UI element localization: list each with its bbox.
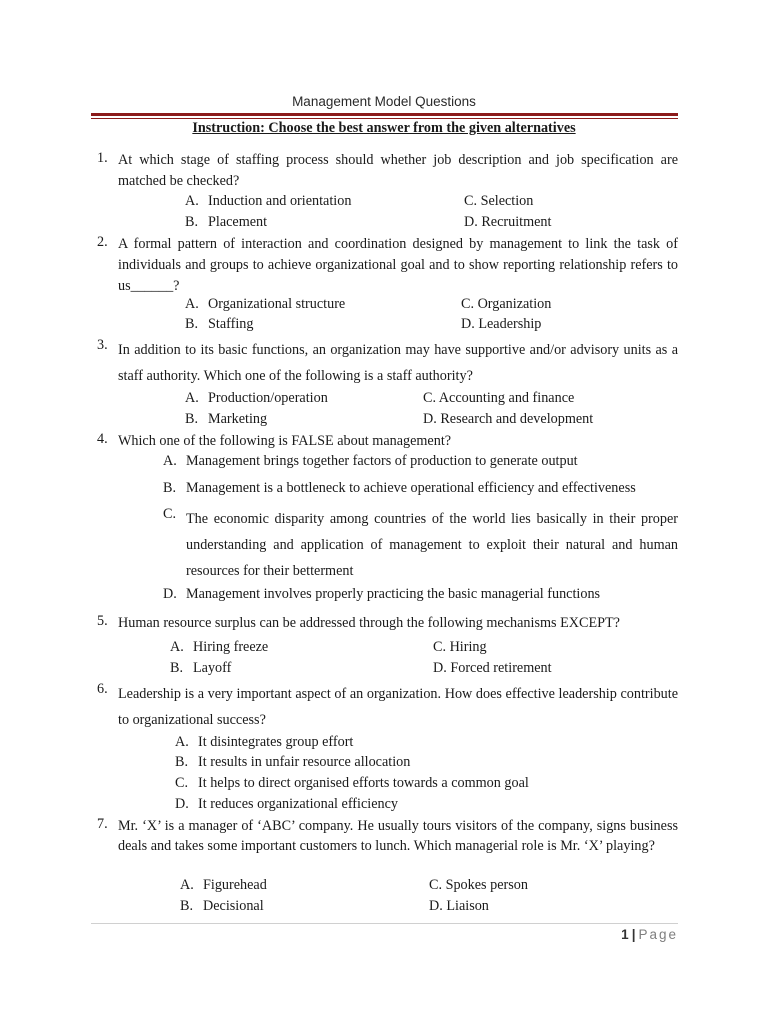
option-letter: B. <box>175 754 189 770</box>
option-6a <box>175 734 353 751</box>
option-letter: D. <box>163 586 177 602</box>
option-letter: A. <box>175 734 189 750</box>
question-7 <box>97 816 678 878</box>
page-number: 1 <box>621 927 629 942</box>
option-text: Management is a bottleneck to achieve operational efficiency and effectiveness <box>186 480 636 496</box>
option-4a <box>163 453 578 470</box>
option-1b <box>185 214 267 231</box>
option-text: Placement <box>208 214 268 230</box>
option-letter: A. <box>185 193 199 209</box>
page-footer <box>621 927 678 942</box>
option-text: Hiring freeze <box>193 639 269 655</box>
option-letter: C. <box>163 506 177 522</box>
option-letter: A. <box>180 877 194 893</box>
option-3b <box>185 411 267 428</box>
option-text: Decisional <box>203 898 264 914</box>
option-6c <box>175 775 529 792</box>
option-letter: C. <box>175 775 189 791</box>
option-4c <box>163 506 678 586</box>
option-1d <box>464 214 551 231</box>
option-text: Layoff <box>193 660 232 676</box>
option-letter: C. <box>429 877 443 893</box>
question-number: 4. <box>97 431 108 447</box>
option-text: Figurehead <box>203 877 267 893</box>
option-letter: B. <box>180 898 194 914</box>
option-letter: B. <box>163 480 177 496</box>
option-text: Leadership <box>478 316 542 332</box>
option-letter: D. <box>461 316 475 332</box>
question-text: Which one of the following is FALSE about management? <box>118 433 452 449</box>
option-text: Accounting and finance <box>438 390 575 406</box>
footer-separator: | <box>631 927 636 942</box>
option-letter: A. <box>185 390 199 406</box>
option-text: It reduces organizational efficiency <box>198 796 398 812</box>
option-1a <box>185 193 351 210</box>
option-2c <box>461 296 551 313</box>
question-text: In addition to its basic functions, an organization may have supportive and/or advisory units as a staff authority. Which one of the following is a staff authority? <box>118 342 678 384</box>
question-text: Mr. ‘X’ is a manager of ‘ABC’ company. He usually tours visitors of the company, signs business deals and takes some important customers to lunch. Which managerial role is Mr. ‘X’ playing? <box>118 818 678 854</box>
option-2d <box>461 316 541 333</box>
question-number: 2. <box>97 234 108 250</box>
question-text: A formal pattern of interaction and coordination designed by management to link the task of individuals and groups to achieve organizational goal and to show reporting relationship refers to us______? <box>118 236 678 294</box>
option-3d <box>423 411 593 428</box>
option-text: Marketing <box>208 411 268 427</box>
option-letter: A. <box>170 639 184 655</box>
option-text: Induction and orientation <box>208 193 352 209</box>
option-3c <box>423 390 574 407</box>
option-letter: D. <box>423 411 437 427</box>
option-letter: B. <box>170 660 184 676</box>
option-2a <box>185 296 345 313</box>
option-7d <box>429 898 489 915</box>
question-5 <box>97 613 678 635</box>
option-letter: C. <box>433 639 447 655</box>
option-text: Research and development <box>440 411 594 427</box>
question-number: 7. <box>97 816 108 832</box>
question-4 <box>97 431 678 453</box>
option-letter: C. <box>461 296 475 312</box>
option-letter: C. <box>423 390 437 406</box>
option-2b <box>185 316 253 333</box>
option-7a <box>180 877 267 894</box>
question-number: 5. <box>97 613 108 629</box>
option-text: It results in unfair resource allocation <box>198 754 411 770</box>
question-2 <box>97 234 678 298</box>
option-text: Organizational structure <box>208 296 346 312</box>
question-text: At which stage of staffing process should whether job description and job specification are matched be checked? <box>118 152 678 189</box>
option-4b <box>163 480 636 497</box>
option-5b <box>170 660 231 677</box>
option-7c <box>429 877 528 894</box>
option-text: It helps to direct organised efforts towards a common goal <box>198 775 529 791</box>
option-5d <box>433 660 552 677</box>
option-text: Recruitment <box>481 214 552 230</box>
header-rule-thick <box>91 113 678 116</box>
option-text: Liaison <box>446 898 489 914</box>
option-text: Hiring <box>449 639 487 655</box>
option-text: The economic disparity among countries of the world lies basically in their proper understanding and application of management to exploit their natural and human resources for their betterment <box>186 511 678 579</box>
option-letter: C. <box>464 193 478 209</box>
option-6d <box>175 796 398 813</box>
option-1c <box>464 193 533 210</box>
header-rule-thin <box>91 118 678 119</box>
option-letter: D. <box>433 660 447 676</box>
option-text: Staffing <box>208 316 254 332</box>
option-text: Management brings together factors of production to generate output <box>186 453 578 469</box>
option-4d <box>163 586 600 603</box>
instruction-heading: Instruction: Choose the best answer from the given alternatives <box>192 120 576 136</box>
question-text: Human resource surplus can be addressed through the following mechanisms EXCEPT? <box>118 615 620 631</box>
option-letter: B. <box>185 411 199 427</box>
option-5c <box>433 639 487 656</box>
option-text: Management involves properly practicing the basic managerial functions <box>186 586 601 602</box>
question-6 <box>97 681 678 735</box>
option-text: Production/operation <box>208 390 328 406</box>
option-text: Organization <box>477 296 552 312</box>
option-text: Forced retirement <box>450 660 552 676</box>
option-text: Selection <box>480 193 534 209</box>
option-7b <box>180 898 264 915</box>
option-letter: D. <box>175 796 189 812</box>
question-number: 1. <box>97 150 108 166</box>
option-letter: A. <box>163 453 177 469</box>
option-letter: A. <box>185 296 199 312</box>
option-6b <box>175 754 410 771</box>
question-number: 3. <box>97 337 108 353</box>
document-title: Management Model Questions <box>292 94 476 109</box>
question-3 <box>97 337 678 393</box>
option-letter: B. <box>185 316 199 332</box>
footer-rule <box>91 923 678 924</box>
option-letter: D. <box>429 898 443 914</box>
option-3a <box>185 390 328 407</box>
page-label: Page <box>638 927 678 942</box>
option-text: It disintegrates group effort <box>198 734 354 750</box>
option-text: Spokes person <box>445 877 528 893</box>
option-5a <box>170 639 268 656</box>
question-text: Leadership is a very important aspect of an organization. How does effective leadership contribute to organizational success? <box>118 686 678 728</box>
option-letter: B. <box>185 214 199 230</box>
question-number: 6. <box>97 681 108 697</box>
option-letter: D. <box>464 214 478 230</box>
